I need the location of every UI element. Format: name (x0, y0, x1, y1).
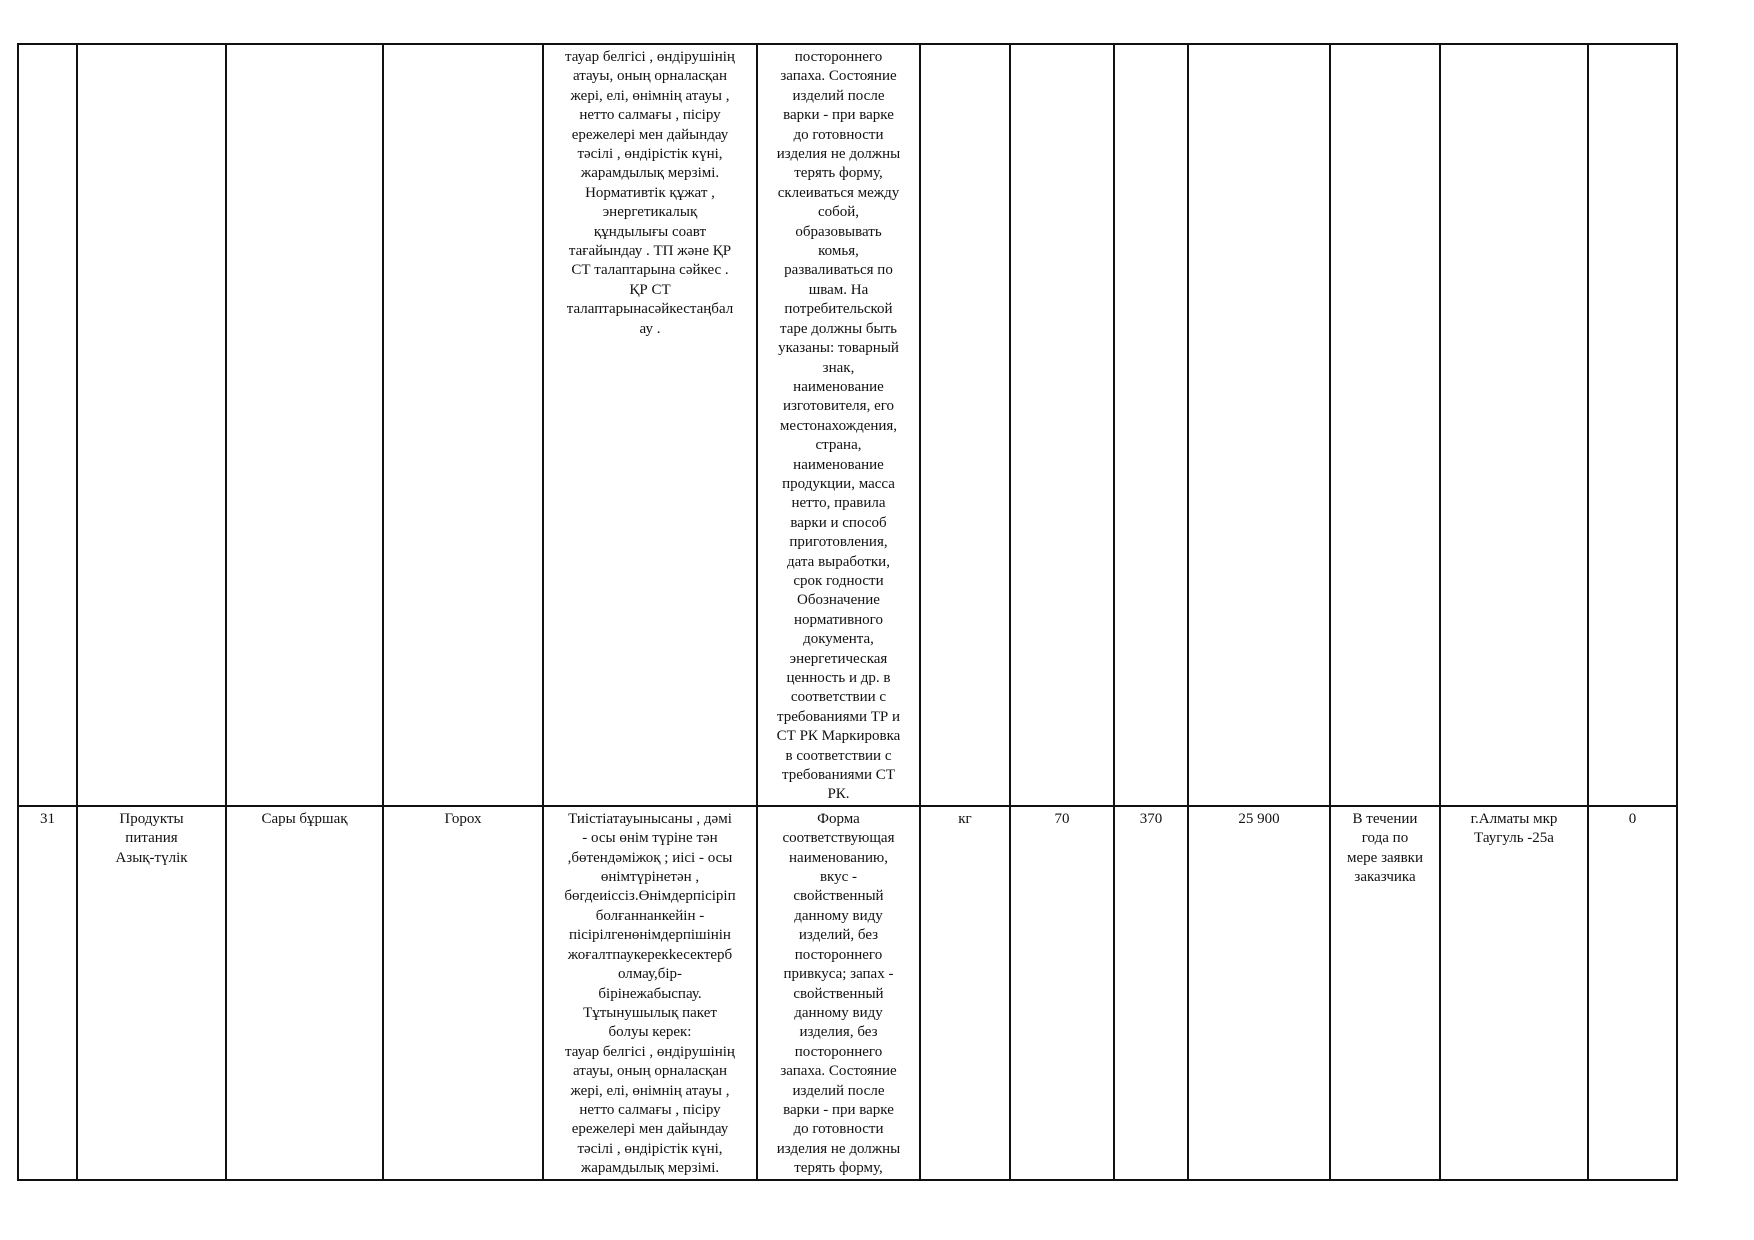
cell-sum (1188, 44, 1330, 806)
table-row (18, 44, 1677, 806)
cell-unit (920, 44, 1010, 806)
cell-number: 31 (18, 806, 77, 1180)
cell-advance (1588, 44, 1677, 806)
cell-unit: кг (920, 806, 1010, 1180)
cell-delivery-term: В течении года по мере заявки заказчика (1330, 806, 1440, 1180)
cell-delivery-term (1330, 44, 1440, 806)
cell-name-kz: Сары бұршақ (226, 806, 383, 1180)
cell-advance: 0 (1588, 806, 1677, 1180)
cell-quantity (1010, 44, 1114, 806)
cell-price: 370 (1114, 806, 1188, 1180)
cell-sum: 25 900 (1188, 806, 1330, 1180)
cell-spec-kz: тауар белгісі , өндірушінің атауы, оның орналасқан жері, елі, өнімнің атауы , нетто салмағы , пісіру ережелері мен дайындау тәсілі , өндірістік күні, жарамдылық мерзімі. Нормативтік құжат , энергетикалық құндылығы соавт тағайындау . ТП және ҚР СТ талаптарына сәйкес . ҚР СТ талаптарынасәйкестаңбал ау . (543, 44, 757, 806)
cell-name-kz (226, 44, 383, 806)
cell-category (77, 44, 226, 806)
cell-delivery-place: г.Алматы мкр Таугуль -25а (1440, 806, 1588, 1180)
table-row (18, 806, 1677, 1180)
cell-category: Продукты питания Азық-түлік (77, 806, 226, 1180)
cell-spec-ru: Форма соответствующая наименованию, вкус - свойственный данному виду изделий, без постороннего привкуса; запах - свойственный данному виду изделия, без постороннего запаха. Состояние изделий после варки - при варке до готовности изделия не должны терять форму, (757, 806, 920, 1180)
cell-quantity: 70 (1010, 806, 1114, 1180)
cell-spec-kz: Тиістіатауынысаны , дәмі - осы өнім түріне тән ,бөтендәміжоқ ; иісі - осы өнімтүрінетән , бөгдеиіссіз.Өнімдерпісіріп болғаннанкейін - пісірілгенөнімдерпішінін жоғалтпаукерекkесектерб олмау,бір- бірінежабыспау. Тұтынушылық пакет болуы керек: тауар белгісі , өндірушінің атауы, оның орналасқан жері, елі, өнімнің атауы , нетто салмағы , пісіру ережелері мен дайындау тәсілі , өндірістік күні, жарамдылық мерзімі. (543, 806, 757, 1180)
cell-spec-ru: постороннего запаха. Состояние изделий после варки - при варке до готовности изделия не должны терять форму, склеиваться между собой, образовывать комья, разваливаться по швам. На потребительской таре должны быть указаны: товарный знак, наименование изготовителя, его местонахождения, страна, наименование продукции, масса нетто, правила варки и способ приготовления, дата выработки, срок годности Обозначение нормативного документа, энергетическая ценность и др. в соответствии с требованиями ТР и СТ РК Маркировка в соответствии с требованиями СТ РК. (757, 44, 920, 806)
procurement-table (17, 43, 1678, 1181)
cell-name-ru (383, 44, 543, 806)
cell-number (18, 44, 77, 806)
cell-price (1114, 44, 1188, 806)
cell-delivery-place (1440, 44, 1588, 806)
cell-name-ru: Горох (383, 806, 543, 1180)
